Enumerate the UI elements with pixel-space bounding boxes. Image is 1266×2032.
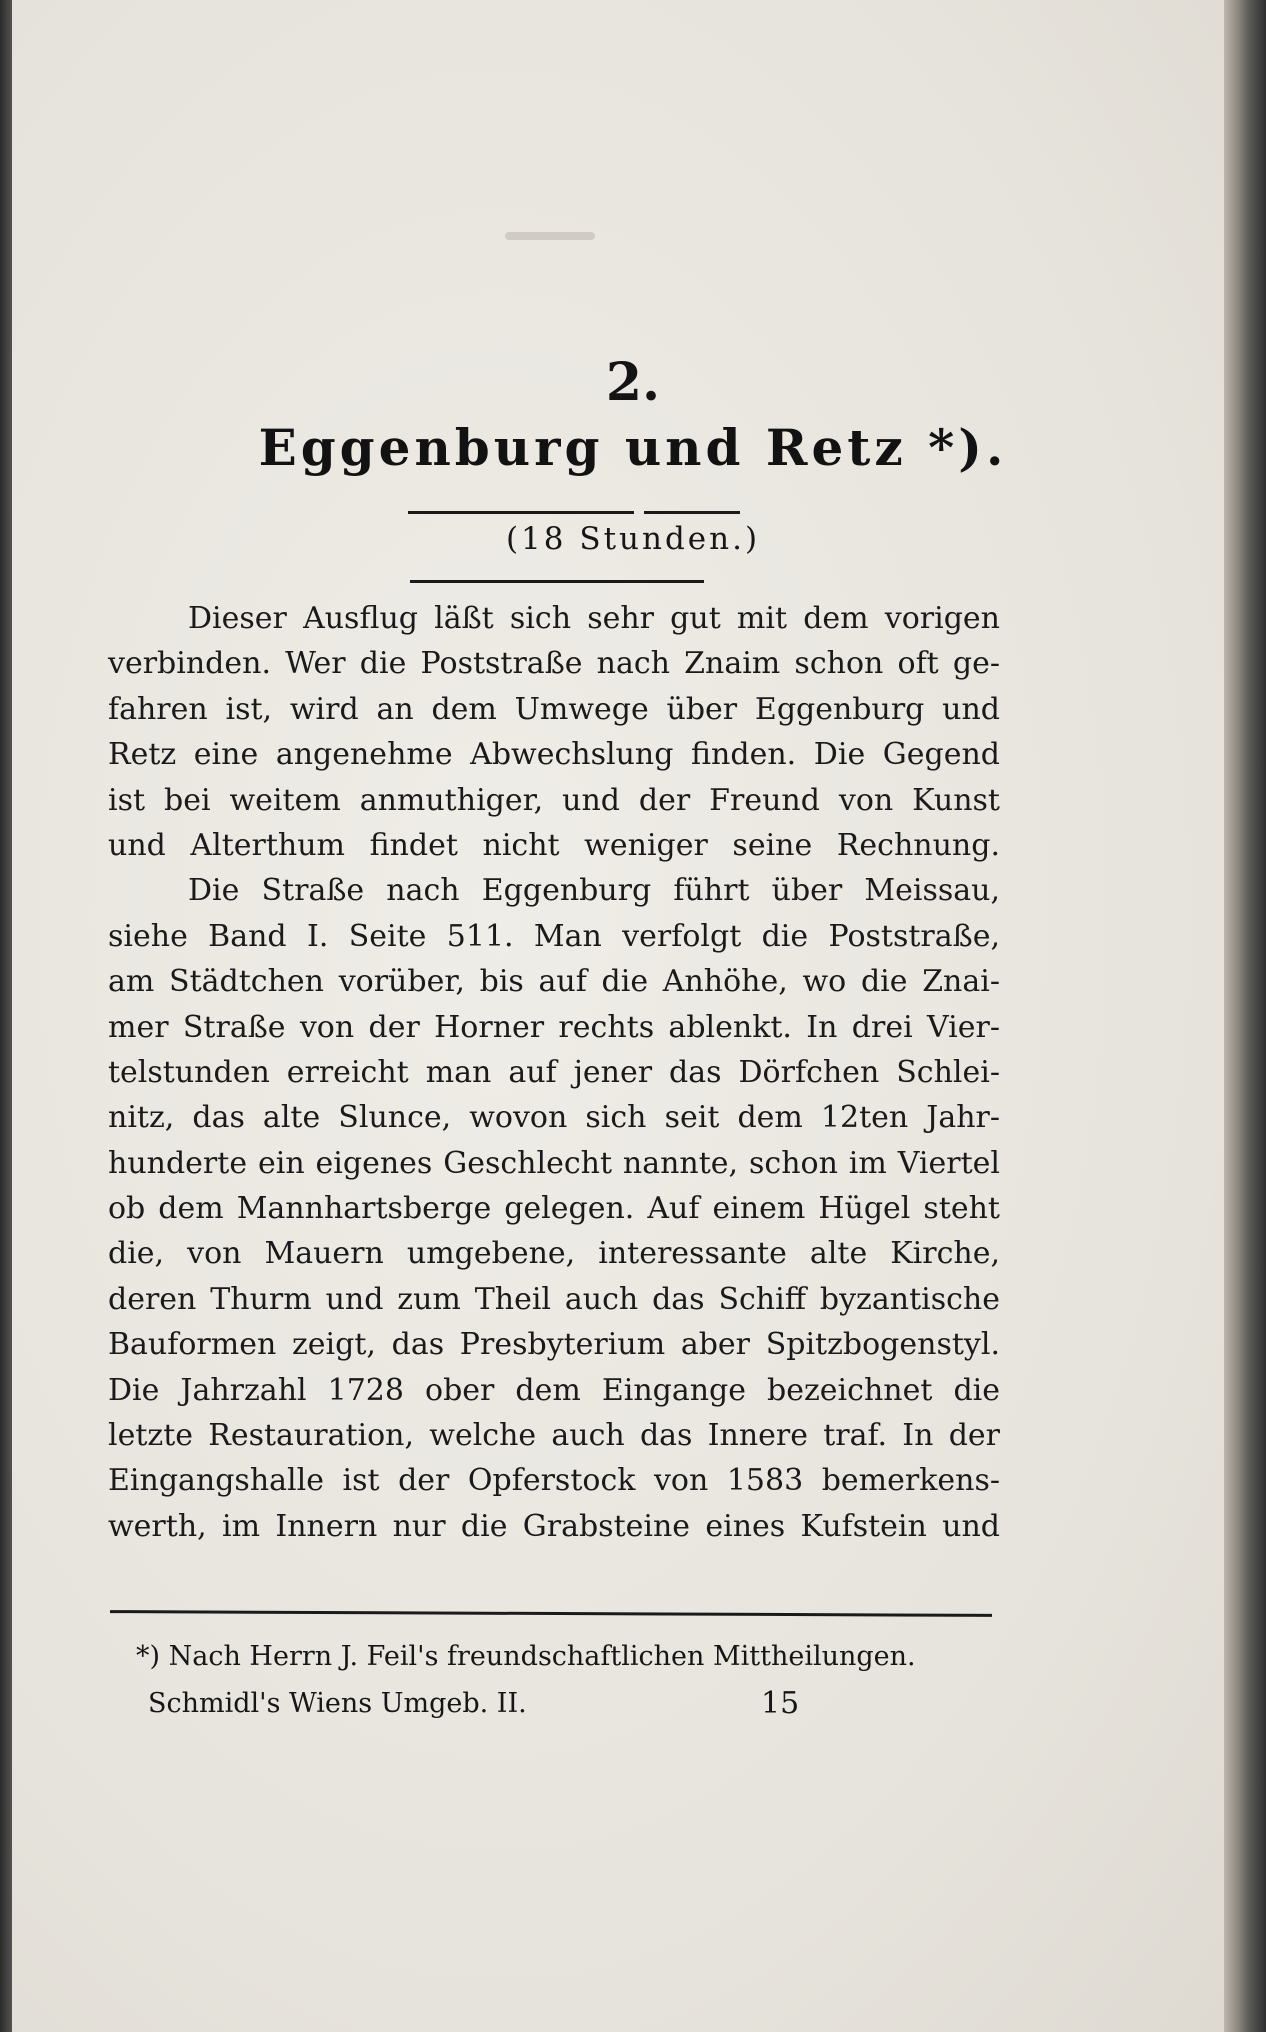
chapter-title: Eggenburg und Retz *). [258,418,1008,477]
text-line: telstunden erreicht man auf jener das Dörfchen Schlei- [108,1054,1000,1090]
footnote: *) Nach Herrn J. Feil's freundschaftlichen Mittheilungen. [136,1641,916,1672]
text-line: deren Thurm und zum Theil auch das Schiff byzantische [108,1281,1000,1317]
text-line: Die Jahrzahl 1728 ober dem Eingange bezeichnet die [108,1372,1000,1408]
title-rule-left [408,511,634,514]
text-line: Eingangshalle ist der Opferstock von 1583 bemerkens- [108,1463,1000,1499]
text-line: fahren ist, wird an dem Umwege über Eggenburg und [108,691,1000,727]
page-stack-edge [1224,0,1266,2032]
text-line: ist bei weitem anmuthiger, und der Freund von Kunst [108,782,1000,818]
body-text [108,596,1000,1549]
printer-signature: Schmidl's Wiens Umgeb. II. [148,1688,527,1719]
text-line: ob dem Mannhartsberge gelegen. Auf einem Hügel steht [108,1191,1000,1227]
title-rule-right [644,511,740,514]
subtitle-rule [410,580,704,583]
text-line: Die Straße nach Eggenburg führt über Meissau, [188,873,1000,909]
text-line: Dieser Ausflug läßt sich sehr gut mit dem vorigen [188,601,1000,636]
text-line: mer Straße von der Horner rechts ablenkt. In drei Vier- [108,1009,1000,1045]
paragraph-1 [108,596,1000,868]
chapter-number: 2. [605,352,661,413]
text-line: die, von Mauern umgebene, interessante alte Kirche, [108,1236,1000,1272]
text-line: Retz eine angenehme Abwechslung finden. Die Gegend [108,737,1000,773]
text-line: am Städtchen vorüber, bis auf die Anhöhe, wo die Znai- [108,964,1000,1000]
text-line: siehe Band I. Seite 511. Man verfolgt die Poststraße, [108,918,1000,954]
text-line: und Alterthum findet nicht weniger seine Rechnung. [108,827,1000,863]
text-line: Bauformen zeigt, das Presbyterium aber Spitzbogenstyl. [108,1327,1000,1363]
text-line: werth, im Innern nur die Grabsteine eines Kufstein und [108,1508,1000,1544]
text-line: nitz, das alte Slunce, wovon sich seit dem 12ten Jahr- [108,1100,1000,1136]
text-line: hunderte ein eigenes Geschlecht nannte, schon im Viertel [108,1145,1000,1181]
chapter-subtitle: (18 Stunden.) [505,521,761,557]
paragraph-2 [108,868,1000,1549]
show-through-mark [505,232,595,240]
page-number: 15 [761,1686,800,1721]
text-line: letzte Restauration, welche auch das Innere traf. In der [108,1418,1000,1454]
text-line: verbinden. Wer die Poststraße nach Znaim schon oft ge- [108,646,1000,682]
